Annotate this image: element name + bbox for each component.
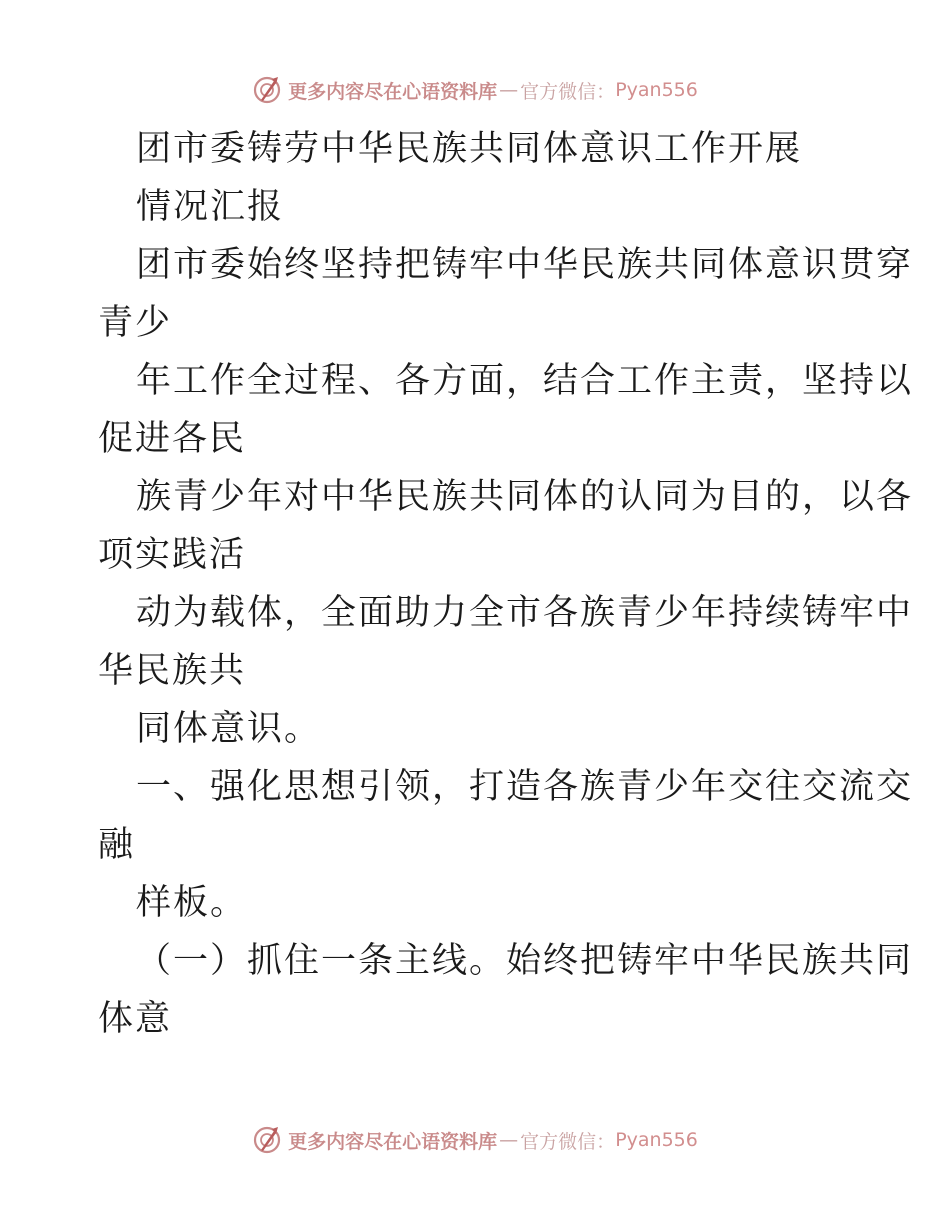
watermark-wechat-label: 官方微信： <box>520 80 616 103</box>
document-line: 促进各民 <box>98 419 247 459</box>
document-line: 年工作全过程、各方面，结合工作主责，坚持以 <box>136 361 914 401</box>
footer-watermark <box>0 1120 950 1160</box>
document-line: （一）抓住一条主线。始终把铸牢中华民族共同 <box>136 941 914 981</box>
document-line: 体意 <box>98 999 173 1039</box>
document-line: 项实践活 <box>98 535 247 575</box>
watermark-separator: — <box>499 1129 519 1151</box>
quill-pen-logo-icon <box>252 1125 282 1155</box>
watermark-separator: — <box>499 79 519 101</box>
document-body <box>98 120 914 1048</box>
document-line: 团市委铸劳中华民族共同体意识工作开展 <box>136 129 803 169</box>
header-watermark <box>0 70 950 110</box>
watermark-wechat-label: 官方微信： <box>520 1130 616 1153</box>
watermark-wechat-id: Pyan556 <box>615 79 698 101</box>
document-line: 族青少年对中华民族共同体的认同为目的，以各 <box>136 477 914 517</box>
document-line: 青少 <box>98 303 173 343</box>
document-line: 融 <box>98 825 136 865</box>
document-line: 样板。 <box>136 883 248 923</box>
watermark-wechat-id: Pyan556 <box>615 1129 698 1151</box>
document-line: 动为载体，全面助力全市各族青少年持续铸牢中 <box>136 593 914 633</box>
document-line: 团市委始终坚持把铸牢中华民族共同体意识贯穿 <box>136 245 914 285</box>
document-line: 同体意识。 <box>136 709 322 749</box>
quill-pen-logo-icon <box>252 75 282 105</box>
document-line: 一、强化思想引领，打造各族青少年交往交流交 <box>136 767 914 807</box>
watermark-site-name: 更多内容尽在心语资料库 <box>288 80 498 103</box>
watermark-site-name: 更多内容尽在心语资料库 <box>288 1130 498 1153</box>
document-line: 华民族共 <box>98 651 247 691</box>
document-line: 情况汇报 <box>136 187 285 227</box>
